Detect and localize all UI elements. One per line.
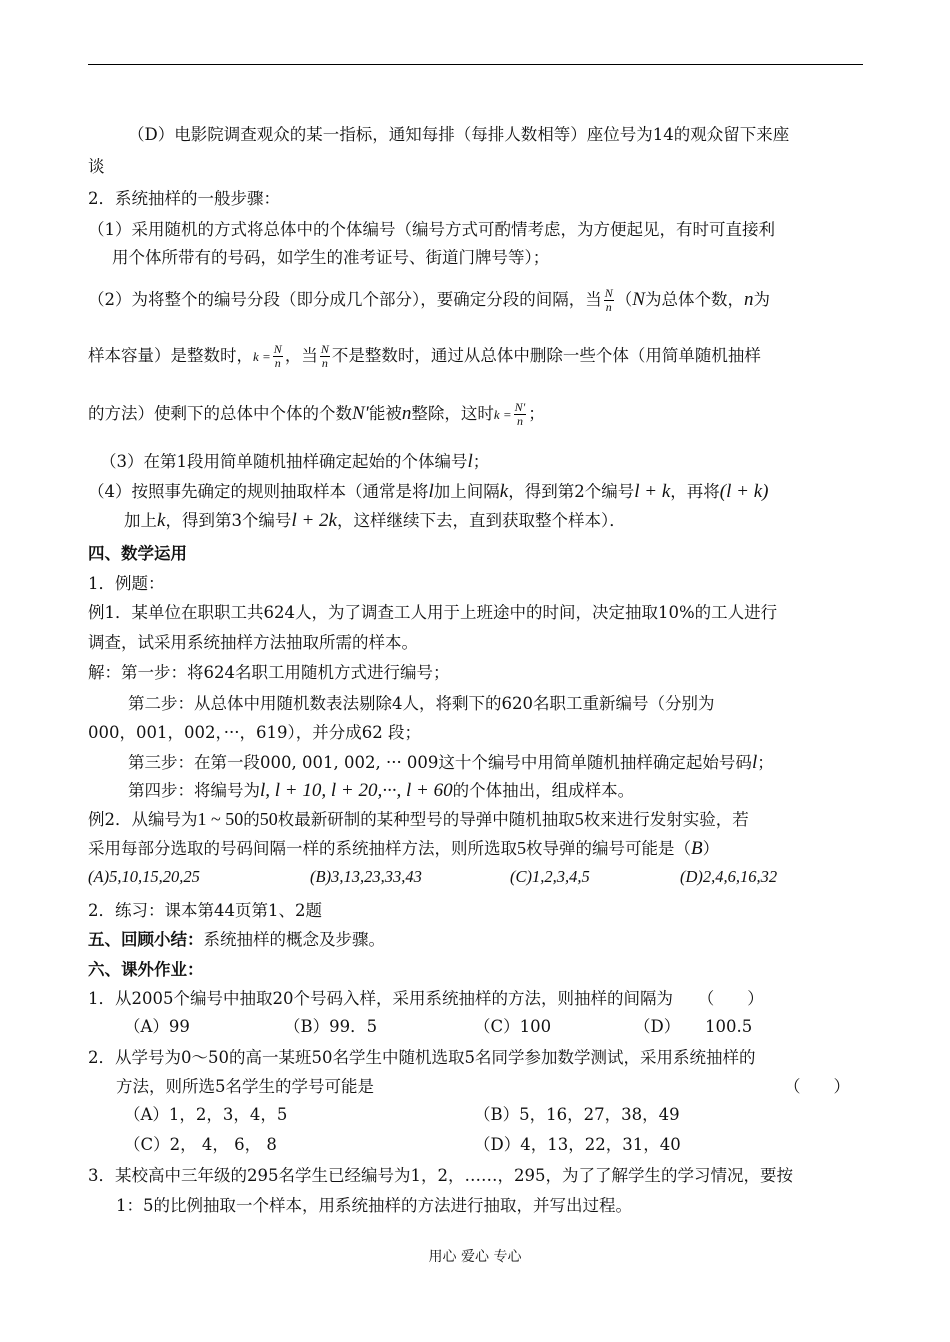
header-rule [88, 64, 863, 65]
solution-step-2: 第二步：从总体中用随机数表法剔除4人，将剩下的620名职工重新编号（分别为 [128, 694, 715, 713]
solution-step-3: 第三步：在第一段000, 001, 002, ··· 009这十个编号中用简单随机抽样确定起始号码l； [128, 752, 774, 773]
practice-line: 2．练习：课本第44页第1、2题 [88, 901, 322, 920]
fraction-k-prime: $\frac{N'}{n}$ [514, 400, 526, 428]
example-2: 例2．从编号为1 ~ 50的50枚最新研制的某种型号的导弹中随机抽取5枚来进行发射实验，若 [88, 809, 749, 829]
question-2-choice-d: （D）4，13，22，31，40 [474, 1135, 681, 1154]
question-3: 3．某校高中三年级的295名学生已经编号为1，2，……，295，为了了解学生的学习情况，要按 [88, 1166, 793, 1185]
question-3-cont: 1：5的比例抽取一个样本，用系统抽样的方法进行抽取，并写出过程。 [116, 1196, 632, 1215]
question-2-cont: 方法，则所选5名学生的学号可能是 [116, 1077, 374, 1096]
example-title: 1．例题： [88, 574, 165, 593]
section-6-heading: 六、课外作业： [88, 960, 204, 979]
example-2-choice-b: (B)3,13,23,33,43 [310, 867, 422, 886]
example-1-cont: 调查，试采用系统抽样方法抽取所需的样本。 [88, 633, 418, 652]
question-2-choice-c: （C）2， 4， 6， 8 [124, 1135, 277, 1154]
question-1: 1．从2005个编号中抽取20个号码入样，采用系统抽样的方法，则抽样的间隔为 （ ） [88, 989, 764, 1008]
solution-step-4: 第四步：将编号为l, l + 10, l + 20,···, l + 60的个体抽出，组成样本。 [128, 780, 635, 801]
step-1-cont: 用个体所带有的号码，如学生的准考证号、街道门牌号等）； [112, 248, 550, 267]
page-footer: 用心 爱心 专心 [428, 1249, 522, 1265]
example-2-choice-a: (A)5,10,15,20,25 [88, 867, 200, 886]
question-1-choice-c: （C）100 [474, 1017, 552, 1036]
step-2-text-a: （2）为将整个的编号分段（即分成几个部分），要确定分段的间隔，当 [88, 290, 602, 309]
fraction-k: $\frac{N}{n}$ [273, 342, 282, 370]
step-4-cont: 加上k，得到第3个编号l + 2k，这样继续下去，直到获取整个样本）． [124, 510, 626, 531]
question-1-choice-d: （D） 100.5 [634, 1017, 753, 1036]
fraction-n-over-n-2: $\frac{N}{n}$ [320, 342, 329, 370]
step-1: （1）采用随机的方式将总体中的个体编号（编号方式可酌情考虑，为方便起见，有时可直接利 [88, 220, 775, 239]
step-heading: 2．系统抽样的一般步骤： [88, 189, 280, 208]
question-1-choice-b: （B）99．5 [284, 1017, 378, 1036]
question-2-choice-a: （A）1，2，3，4，5 [124, 1105, 288, 1124]
example-2-choice-c: (C)1,2,3,4,5 [510, 867, 590, 886]
section-4-heading: 四、数学运用 [88, 544, 187, 563]
step-4: （4）按照事先确定的规则抽取样本（通常是将l加上间隔k，得到第2个编号l + k，再将(l + k) [88, 481, 769, 502]
fraction-n-over-n: $\frac{N}{n}$ [604, 286, 613, 314]
step-2-cont-a: 样本容量）是整数时，k = $\frac{N}{n}$ ，当 $\frac{N}{n}$ 不是整数时，通过从总体中删除一些个体（用简单随机抽样 [88, 342, 761, 370]
example-2-choice-d: (D)2,4,6,16,32 [680, 867, 778, 886]
section-5-heading: 五、回顾小结： [88, 930, 204, 949]
question-2: 2．从学号为0～50的高一某班50名学生中随机选取5名同学参加数学测试，采用系统抽样的 [88, 1048, 756, 1067]
solution-step-1: 解：第一步：将624名职工用随机方式进行编号； [88, 663, 450, 682]
example-2-cont: 采用每部分选取的号码间隔一样的系统抽样方法，则所选取5枚导弹的编号可能是（B） [88, 838, 720, 859]
solution-step-2-cont: 000，001，002，···，619），并分成62 段； [88, 723, 421, 742]
section-5: 五、回顾小结：系统抽样的概念及步骤。 [88, 930, 385, 949]
step-2: （2）为将整个的编号分段（即分成几个部分），要确定分段的间隔，当 $\frac{N}{n}$ （N为总体个数，n为 [88, 286, 770, 314]
step-3: （3）在第1段用简单随机抽样确定起始的个体编号l； [100, 451, 490, 472]
step-2-cont-b: 的方法）使剩下的总体中个体的个数N′能被n整除，这时k = $\frac{N'}{n}$ ； [88, 400, 545, 428]
example-1: 例1．某单位在职职工共624人，为了调查工人用于上班途中的时间，决定抽取10%的工人进行 [88, 603, 778, 622]
question-2-answer-paren: （ ） [784, 1077, 850, 1096]
line-option-d: （D）电影院调查观众的某一指标，通知每排（每排人数相等）座位号为14的观众留下来座 [128, 125, 790, 144]
question-2-choice-b: （B）5，16，27，38，49 [474, 1105, 680, 1124]
line-option-d-cont: 谈 [88, 157, 105, 176]
question-1-choice-a: （A）99 [124, 1017, 190, 1036]
